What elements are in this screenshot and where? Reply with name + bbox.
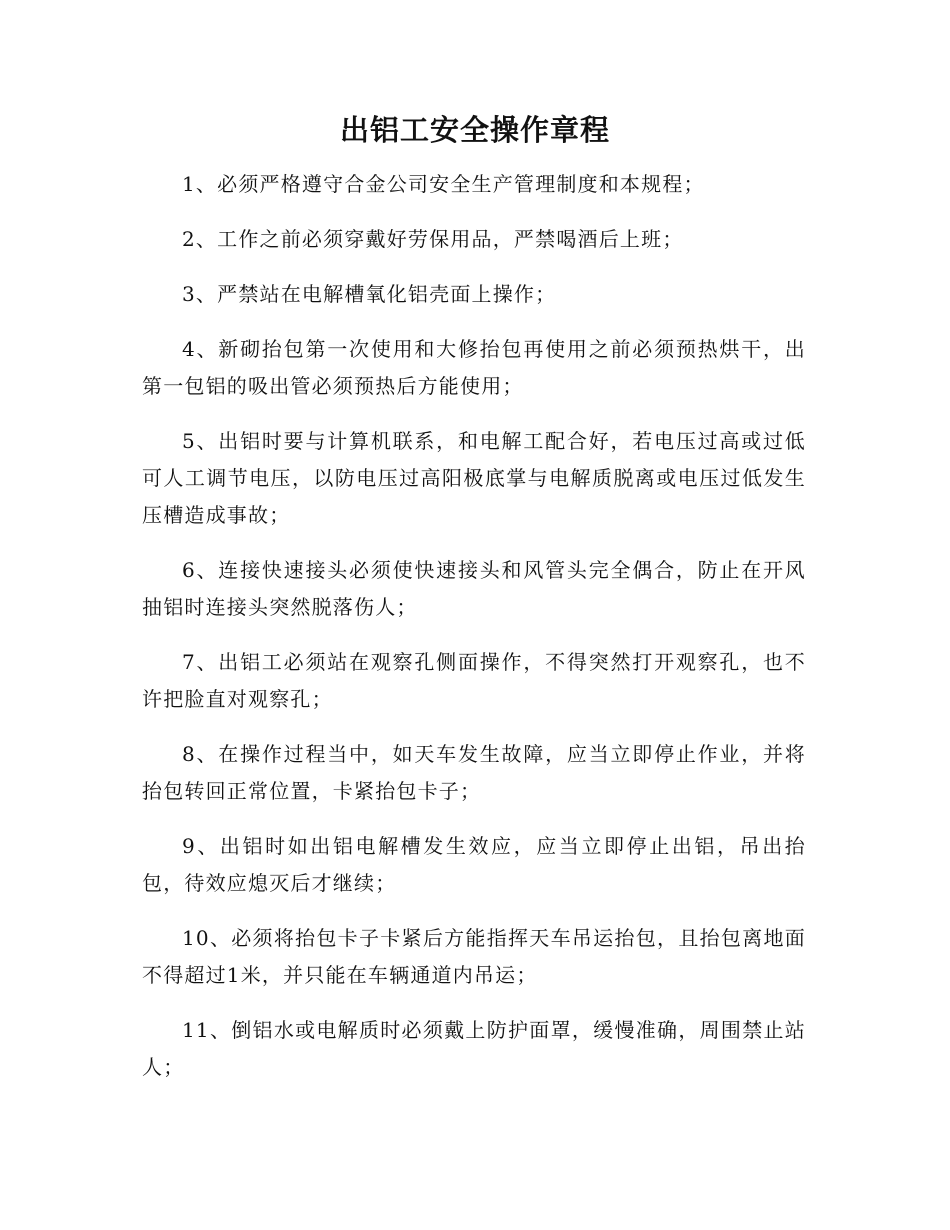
paragraph-5: 5、出铝时要与计算机联系，和电解工配合好，若电压过高或过低可人工调节电压，以防电压过高阳极底掌与电解质脱离或电压过低发生压槽造成事故； xyxy=(142,429,806,527)
paragraph-9: 9、出铝时如出铝电解槽发生效应，应当立即停止出铝，吊出抬包，待效应熄灭后才继续； xyxy=(142,834,806,895)
paragraph-7: 7、出铝工必须站在观察孔侧面操作，不得突然打开观察孔，也不许把脸直对观察孔； xyxy=(142,650,806,711)
page-title: 出铝工安全操作章程 xyxy=(339,113,610,147)
paragraph-6: 6、连接快速接头必须使快速接头和风管头完全偶合，防止在开风抽铝时连接头突然脱落伤人； xyxy=(142,558,806,619)
paragraph-8: 8、在操作过程当中，如天车发生故障，应当立即停止作业，并将抬包转回正常位置，卡紧抬包卡子； xyxy=(142,742,806,803)
paragraph-4: 4、新砌抬包第一次使用和大修抬包再使用之前必须预热烘干，出第一包铝的吸出管必须预热后方能使用； xyxy=(142,337,806,398)
paragraph-3: 3、严禁站在电解槽氧化铝壳面上操作； xyxy=(182,282,557,306)
paragraph-2: 2、工作之前必须穿戴好劳保用品，严禁喝酒后上班； xyxy=(182,227,684,251)
paragraph-1: 1、必须严格遵守合金公司安全生产管理制度和本规程； xyxy=(182,172,705,196)
document-body xyxy=(142,166,806,1104)
paragraph-11: 11、倒铝水或电解质时必须戴上防护面罩，缓慢准确，周围禁止站人； xyxy=(142,1018,806,1079)
paragraph-10: 10、必须将抬包卡子卡紧后方能指挥天车吊运抬包，且抬包离地面不得超过1米，并只能在车辆通道内吊运； xyxy=(142,926,806,987)
